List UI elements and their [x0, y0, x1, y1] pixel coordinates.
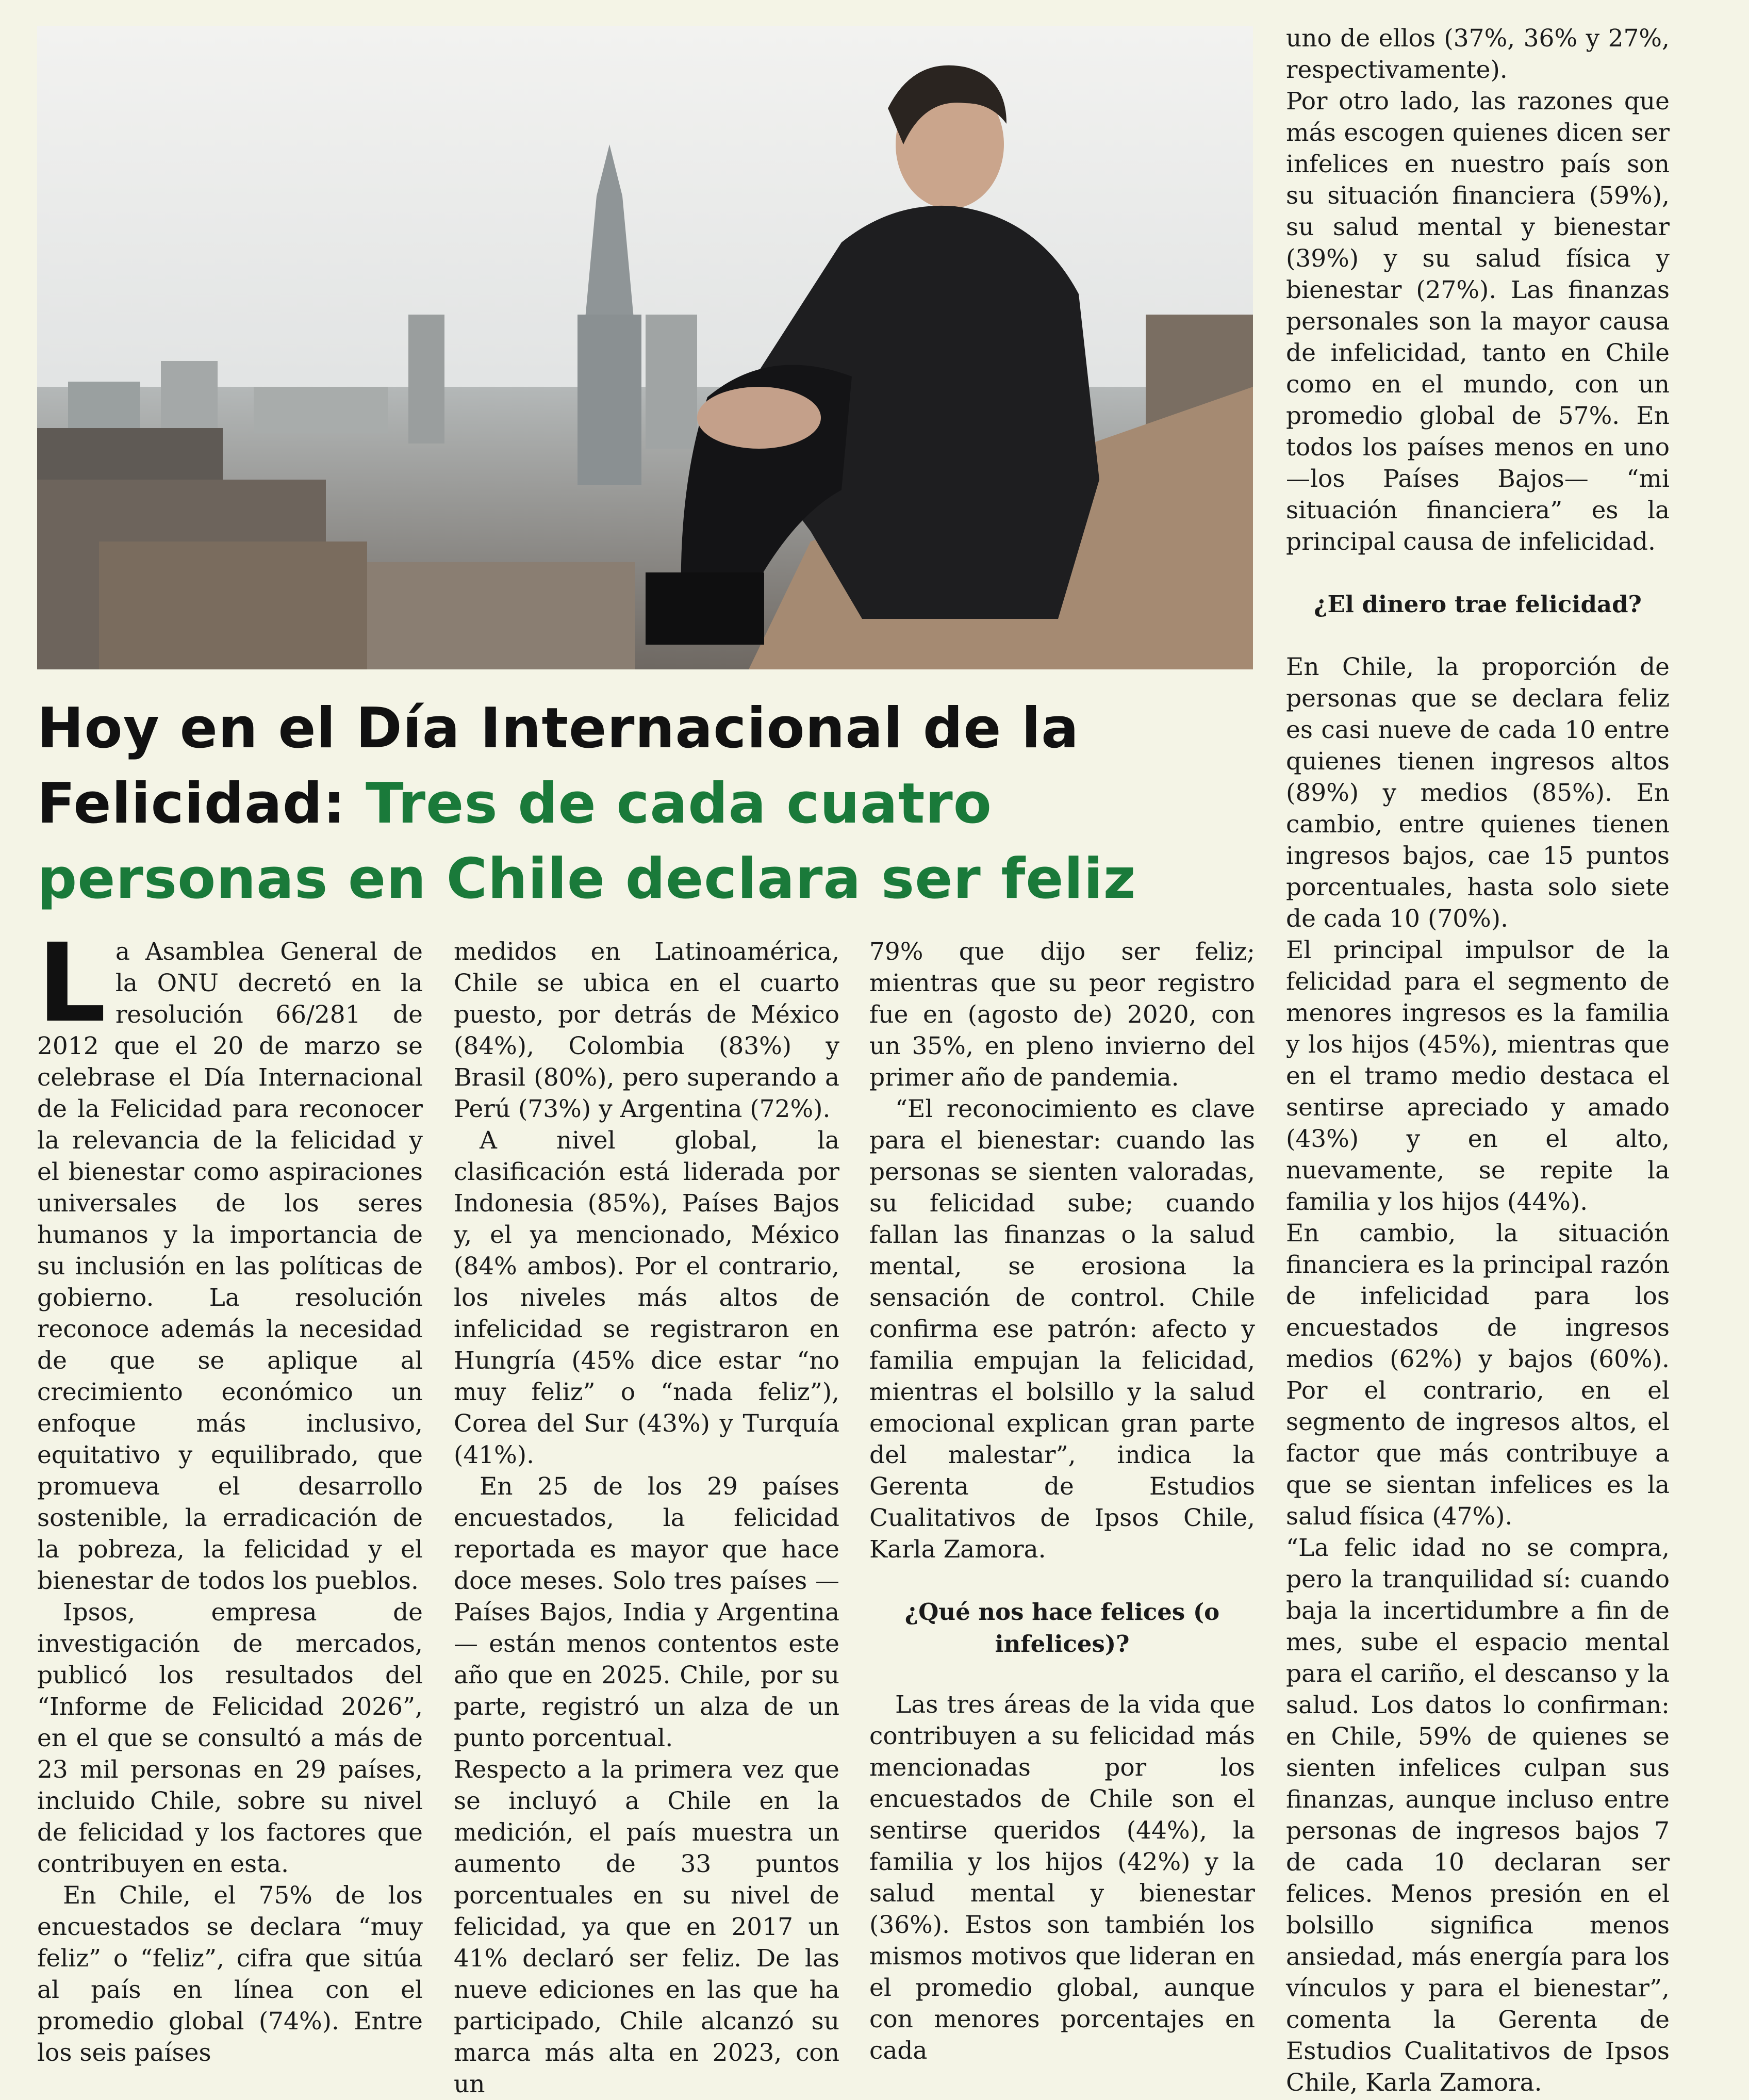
article-paragraph: El principal impulsor de la felicidad para el segmento de menores ingresos es la familia y los hijos (45%), mientras que en el tramo medio destaca el sentirse apreciado y amado (43%) y en el alto, nuevamente, se repite la familia y los hijos (44%). — [1286, 936, 1670, 1216]
article-paragraph: En Chile, la proporción de personas que se declara feliz es casi nueve de cada 10 entre quienes tienen ingresos altos (89%) y medios (85%). En cambio, entre quienes tienen ingresos bajos, cae 15 puntos porcentuales, hasta solo siete de cada 10 (70%). — [1286, 653, 1670, 933]
article-column-1 — [37, 920, 423, 2069]
headline — [37, 691, 1218, 917]
article-paragraph: “El reconocimiento es clave para el bienestar: cuando las personas se sienten valoradas, su felicidad sube; cuando fallan las finanzas o la salud mental, se erosiona la sensación de control. Chile confirma ese patrón: afecto y familia empujan la felicidad, mientras el bolsillo y la salud emocional explican gran parte del malestar”, indica la Gerenta de Estudios Cualitativos de Ipsos Chile, Karla Zamora. — [869, 1095, 1255, 1564]
man-sitting-rooftop-city-photo — [37, 26, 1253, 669]
headline-black: Hoy en el Día Internacional de la Felicidad: — [37, 696, 1079, 836]
article-paragraph: Por otro lado, las razones que más escogen quienes dicen ser infelices en nuestro país son su situación financiera (59%), su salud mental y bienestar (39%) y su salud física y bienestar (27%). Las finanzas personales son la mayor causa de infelicidad, tanto en Chile como en el mundo, con un promedio global de 57%. En todos los países menos en uno —los Países Bajos— “mi situación financiera” es la principal causa de infelicidad. — [1286, 87, 1670, 556]
article-paragraph: En Chile, el 75% de los encuestados se declara “muy feliz” o “feliz”, cifra que sitúa al país en línea con el promedio global (74%). Entre los seis países — [37, 1881, 423, 2067]
article-paragraph: La Asamblea General de la ONU decretó en la resolución 66/281 de 2012 que el 20 de marzo se celebrase el Día Internacional de la Felicidad para reconocer la relevancia de la felicidad y el bienestar como aspiraciones universales de los seres humanos y la importancia de su inclusión en las políticas de gobierno. La resolución reconoce además la necesidad de que se aplique al crecimiento económico un enfoque más inclusivo, equitativo y equilibrado, que promueva el desarrollo sostenible, la erradicación de la pobreza, la felicidad y el bienestar de todos los pueblos. — [37, 920, 423, 1595]
article-paragraph: Respecto a la primera vez que se incluyó a Chile en la medición, el país muestra un aumento de 33 puntos porcentuales en su nivel de felicidad, ya que en 2017 un 41% declaró ser feliz. De las nueve ediciones en las que ha participado, Chile alcanzó su marca más alta en 2023, con un — [454, 1756, 839, 2098]
article-paragraph: medidos en Latinoamérica, Chile se ubica en el cuarto puesto, por detrás de México (84%), Colombia (83%) y Brasil (80%), pero superando a Perú (73%) y Argentina (72%). — [454, 938, 839, 1123]
article-paragraph: Ipsos, empresa de investigación de mercados, publicó los resultados del “Informe de Felicidad 2026”, en el que se consultó a más de 23 mil personas en 29 países, incluido Chile, sobre su nivel de felicidad y los factores que contribuyen en esta. — [37, 1598, 423, 1878]
article-column-4 — [1286, 23, 1670, 2098]
article-photo — [37, 26, 1253, 669]
article-paragraph: uno de ellos (37%, 36% y 27%, respectivamente). — [1286, 24, 1670, 84]
article-paragraph: “La felic idad no se compra, pero la tranquilidad sí: cuando baja la incertidumbre a fin de mes, sube el espacio mental para el cariño, el descanso y la salud. Los datos lo confirman: en Chile, 59% de quienes se sienten infelices culpan sus finanzas, aunque incluso entre personas de ingresos bajos 7 de cada 10 declaran ser felices. Menos presión en el bolsillo significa menos ansiedad, más energía para los vínculos y para el bienestar”, comenta la Gerenta de Estudios Cualitativos de Ipsos Chile, Karla Zamora. — [1286, 1534, 1670, 2097]
dropcap: L — [37, 920, 106, 1046]
headline-green: Tres de cada cuatro personas en Chile declara ser feliz — [37, 772, 1136, 911]
article-paragraph: En cambio, la situación financiera es la principal razón de infelicidad para los encuestados de ingresos medios (62%) y bajos (60%). Por el contrario, en el segmento de ingresos altos, el factor que más contribuye a que se sientan infelices es la salud física (47%). — [1286, 1219, 1670, 1531]
article-column-2 — [454, 936, 839, 2100]
section-subheading: ¿Qué nos hace felices (o infelices)? — [904, 1598, 1220, 1658]
article-paragraph: En 25 de los 29 países encuestados, la felicidad reportada es mayor que hace doce meses. Solo tres países —Países Bajos, India y Argentina— están menos contentos este año que en 2025. Chile, por su parte, registró un alza de un punto porcentual. — [454, 1472, 839, 1752]
article-column-3 — [869, 936, 1255, 2066]
article-paragraph: A nivel global, la clasificación está liderada por Indonesia (85%), Países Bajos y, el ya mencionado, México (84% ambos). Por el contrario, los niveles más altos de infelicidad se registraron en Hungría (45% dice estar “no muy feliz” o “nada feliz”), Corea del Sur (43%) y Turquía (41%). — [454, 1126, 839, 1469]
article-paragraph: Las tres áreas de la vida que contribuyen a su felicidad más mencionadas por los encuestados de Chile son el sentirse queridos (44%), la familia y los hijos (42%) y la salud mental y bienestar (36%). Estos son también los mismos motivos que lideran en el promedio global, aunque con menores porcentajes en cada — [869, 1691, 1255, 2065]
article-paragraph: 79% que dijo ser feliz; mientras que su peor registro fue en (agosto de) 2020, con un 35%, en pleno invierno del primer año de pandemia. — [869, 938, 1255, 1092]
section-subheading: ¿El dinero trae felicidad? — [1314, 590, 1642, 618]
